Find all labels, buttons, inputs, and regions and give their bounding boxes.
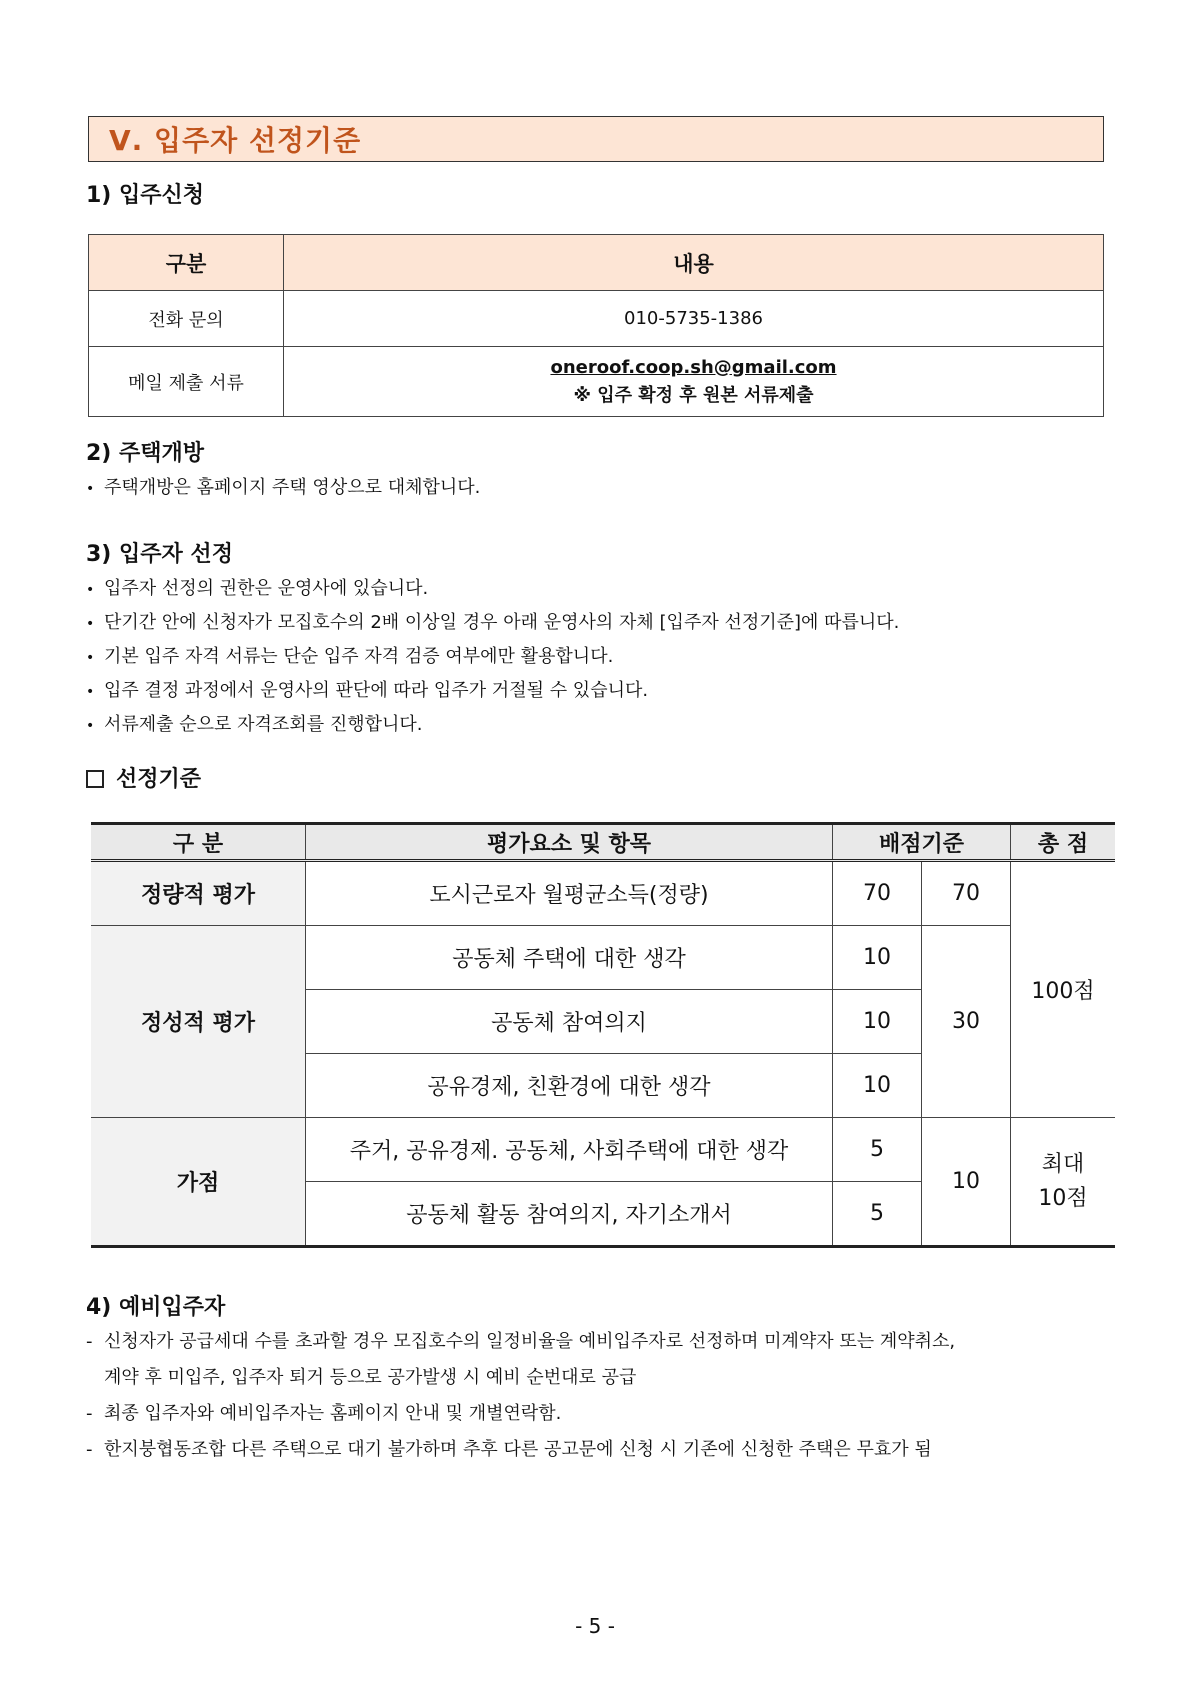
table-row xyxy=(89,347,1104,417)
total-main: 100점 xyxy=(1011,861,1116,1118)
list-item: • 입주자 선정의 권한은 운영사에 있습니다. xyxy=(86,572,899,606)
apply-table xyxy=(88,234,1104,417)
list-item: - 최종 입주자와 예비입주자는 홈페이지 안내 및 개별연락함. xyxy=(86,1403,562,1424)
table-row xyxy=(91,861,1115,926)
bonus-item: 공동체 활동 참여의지, 자기소개서 xyxy=(306,1182,833,1247)
selection-list xyxy=(86,572,899,742)
bullet-icon: • xyxy=(86,616,95,632)
phone-number: 010-5735-1386 xyxy=(284,291,1104,347)
reserve-list xyxy=(86,1324,1126,1468)
original-docs-note: ※ 입주 확정 후 원본 서류제출 xyxy=(573,384,814,406)
bonus-score: 5 xyxy=(833,1118,922,1182)
reserve-heading: 4) 예비입주자 xyxy=(86,1295,226,1320)
list-item: - 신청자가 공급세대 수를 초과할 경우 모집호수의 일정비율을 예비입주자로 선정하며 미계약자 또는 계약취소, 계약 후 미입주, 입주자 퇴거 등으로 공가발생 시 예비 순번대로 공급 xyxy=(86,1331,956,1388)
email-link[interactable]: oneroof.coop.sh@gmail.com xyxy=(550,356,837,378)
table-row xyxy=(91,926,1115,990)
list-item: • 입주 결정 과정에서 운영사의 판단에 따라 입주가 거절될 수 있습니다. xyxy=(86,674,899,708)
col-total: 총 점 xyxy=(1011,824,1116,861)
qual-item: 공동체 주택에 대한 생각 xyxy=(306,926,833,990)
bullet-icon: • xyxy=(86,481,95,497)
list-item: • 단기간 안에 신청자가 모집호수의 2배 이상일 경우 아래 운영사의 자체 [입주자 선정기준]에 따릅니다. xyxy=(86,606,899,640)
qual-score: 10 xyxy=(833,1054,922,1118)
bonus-total: 최대 10점 xyxy=(1011,1118,1116,1247)
apply-heading: 1) 입주신청 xyxy=(86,183,205,208)
qual-label: 정성적 평가 xyxy=(91,926,306,1118)
bonus-subtotal: 10 xyxy=(922,1118,1011,1247)
row-label: 전화 문의 xyxy=(89,291,284,347)
qual-subtotal: 30 xyxy=(922,926,1011,1118)
criteria-heading: 선정기준 xyxy=(86,762,201,793)
col-content: 내용 xyxy=(284,235,1104,291)
bullet-icon: • xyxy=(86,718,95,734)
qual-score: 10 xyxy=(833,990,922,1054)
open-house-heading: 2) 주택개방 xyxy=(86,441,205,466)
quant-label: 정량적 평가 xyxy=(91,861,306,926)
list-item: • 서류제출 순으로 자격조회를 진행합니다. xyxy=(86,708,899,742)
qual-score: 10 xyxy=(833,926,922,990)
table-row xyxy=(89,291,1104,347)
list-item: • 주택개방은 홈페이지 주택 영상으로 대체합니다. xyxy=(86,471,480,505)
bonus-score: 5 xyxy=(833,1182,922,1247)
selection-heading: 3) 입주자 선정 xyxy=(86,542,233,567)
open-house-list xyxy=(86,471,480,505)
col-points: 배점기준 xyxy=(833,824,1011,861)
bullet-icon: • xyxy=(86,582,95,598)
col-category: 구분 xyxy=(89,235,284,291)
col-items: 평가요소 및 항목 xyxy=(306,824,833,861)
criteria-table xyxy=(91,822,1115,1248)
table-row xyxy=(91,1118,1115,1182)
bonus-label: 가점 xyxy=(91,1118,306,1247)
list-item: • 기본 입주 자격 서류는 단순 입주 자격 검증 여부에만 활용합니다. xyxy=(86,640,899,674)
quant-score: 70 xyxy=(833,861,922,926)
section-title: Ⅴ. 입주자 선정기준 xyxy=(88,116,1104,162)
quant-subtotal: 70 xyxy=(922,861,1011,926)
bullet-icon: • xyxy=(86,684,95,700)
qual-item: 공유경제, 친환경에 대한 생각 xyxy=(306,1054,833,1118)
bonus-item: 주거, 공유경제. 공동체, 사회주택에 대한 생각 xyxy=(306,1118,833,1182)
quant-item: 도시근로자 월평균소득(정량) xyxy=(306,861,833,926)
bullet-icon: • xyxy=(86,650,95,666)
page-number: - 5 - xyxy=(575,1614,615,1638)
qual-item: 공동체 참여의지 xyxy=(306,990,833,1054)
col-category: 구 분 xyxy=(91,824,306,861)
row-label: 메일 제출 서류 xyxy=(89,347,284,417)
checkbox-square-icon xyxy=(86,770,104,788)
list-item: - 한지붕협동조합 다른 주택으로 대기 불가하며 추후 다른 공고문에 신청 시 기존에 신청한 주택은 무효가 됨 xyxy=(86,1439,932,1460)
